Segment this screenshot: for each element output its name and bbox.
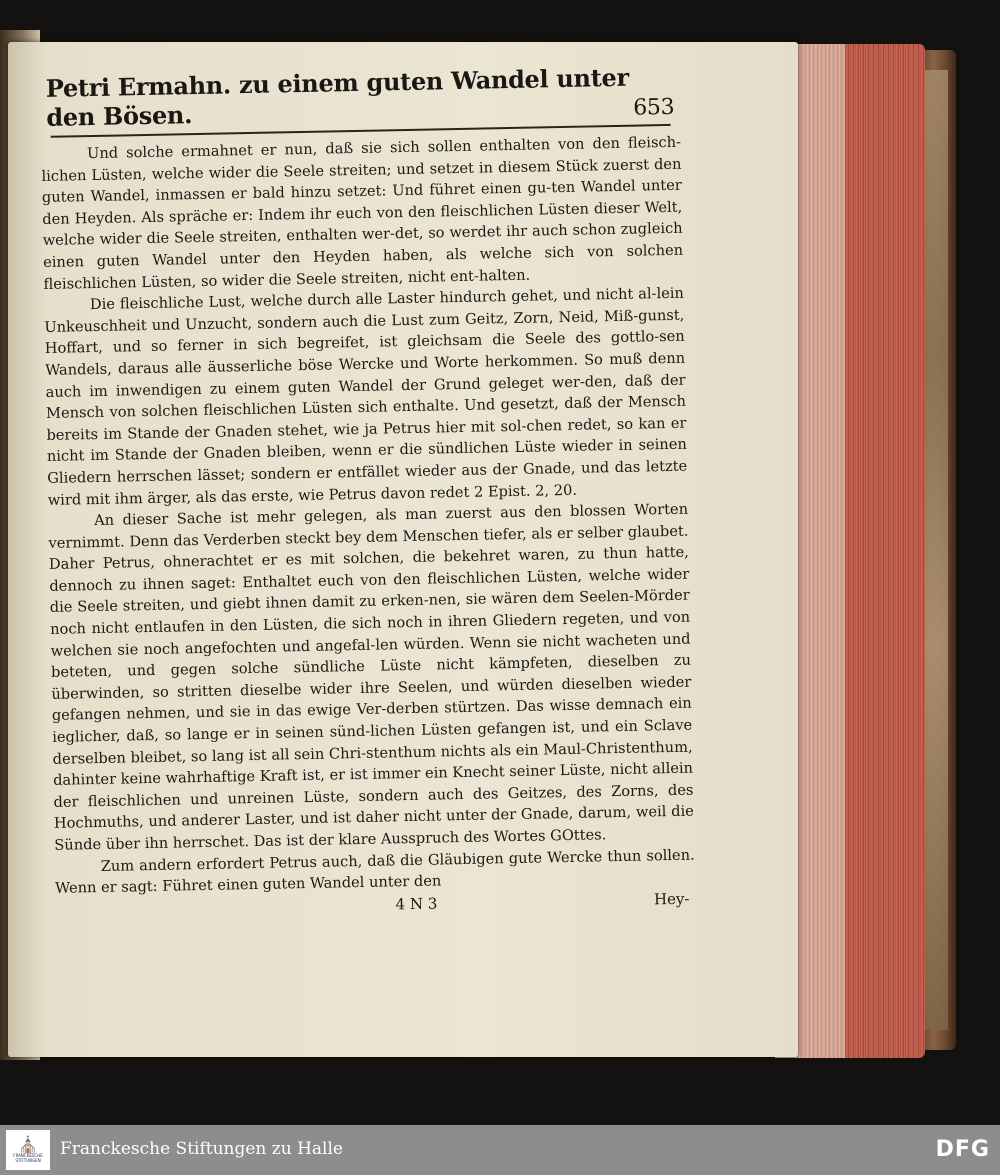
catchword: Hey- xyxy=(653,889,690,909)
logo-text: FRANCKESCHE STIFTUNGEN xyxy=(13,1153,43,1163)
dfg-logo[interactable]: DFG xyxy=(935,1137,990,1162)
paragraph-4: Zum andern erfordert Petrus auch, daß die Gläubigen gute Wercke thun sollen. Wenn er sagt: Führet einen guten Wandel unter den xyxy=(55,846,695,898)
franckesche-logo[interactable] xyxy=(6,1130,50,1170)
running-head-title: Petri Ermahn. zu einem guten Wandel unter den Bösen. xyxy=(45,62,630,132)
page-text-block xyxy=(40,62,696,920)
paragraph-1: Und solche ermahnet er nun, daß sie sich sollen enthalten von den fleisch-lichen Lüsten, welche wider die Seele streiten; und setzet in diesem Stück zuerst den guten Wandel, inmassen er bald hinzu setzet: Und führet einen gu-ten Wandel unter den Heyden. Als spräche er: Indem ihr euch von den fleischlichen Lüsten dieser Welt, welche wider die Seele streiten, enthalten wer-det, so werdet ihr auch schon zugleich einen guten Wandel unter den Heyden haben, als welche sich von solchen fleischlichen Lüsten, so wider die Seele streiten, nicht ent-halten. xyxy=(41,133,684,293)
institution-name[interactable]: Franckesche Stiftungen zu Halle xyxy=(60,1139,343,1159)
cover-board xyxy=(924,70,948,1030)
page-number: 653 xyxy=(632,94,675,121)
body-text xyxy=(41,132,695,900)
paragraph-3: An dieser Sache ist mehr gelegen, als man zuerst aus den blossen Worten vernimmt. Denn das Verderben steckt bey dem Menschen tiefer, als er selber glaubet. Daher Petrus, ohnerachtet er es mit solchen, die bekehret waren, zu thun hatte, dennoch zu ihnen saget: Enthaltet euch von den fleischlichen Lüsten, welche wider die Seele streiten, und giebt ihnen damit zu erken-nen, sie wären dem Seelen-Mörder noch nicht entlaufen in den Lüsten, die sich noch in ihren Gliedern regeten, und von welchen sie noch angefochten und angefal-len würden. Wenn sie nicht wacheten und beteten, und gegen solche sündliche Lüste nicht kämpfeten, dieselben zu überwinden, so stritten dieselbe wider ihre Seelen, und würden dieselben wieder gefangen nehmen, und sie in das ewige Ver-derben stürtzen. Das wisse demnach ein ieglicher, daß, so lange er in seinen sünd-lichen Lüsten gefangen ist, und ein Sclave derselben bleibet, so lang ist all sein Chri-stenthum nichts als ein Maul-Christenthum, dahinter keine wahrhaftige Kraft ist, er ist immer ein Knecht seiner Lüste, nicht allein der fleischlichen und unreinen Lüste, sondern auch des Geitzes, des Zorns, des Hochmuths, und anderer Laster, und ist daher nicht unter der Gnade, darum, weil die Sünde über ihn herrschet. Das ist der klare Ausspruch des Wortes GOttes. xyxy=(48,500,694,854)
paragraph-2: Die fleischliche Lust, welche durch alle Laster hindurch gehet, und nicht al-lein Unkeuschheit und Unzucht, sondern auch die Lust zum Geitz, Zorn, Neid, Miß-gunst, Hoffart, und so ferner in sich begreifet, ist gleichsam die Seele des gottlo-sen Wandels, daraus alle äusserliche böse Wercke und Worte herkommen. So muß denn auch im inwendigen zu einem guten Wandel der Grund geleget wer-den, daß der Mensch von solchen fleischlichen Lüsten sich enthalte. Und gesetzt, daß der Mensch bereits im Stande der Gnaden stehet, wie ja Petrus hier mit sol-chen redet, so kan er nicht im Stande der Gnaden bleiben, wenn er die sündlichen Lüste wieder in seinen Gliedern herrschen lässet; sondern er entfället wieder aus der Gnade, und das letzte wird mit ihm ärger, als das erste, wie Petrus davon redet 2 Epist. 2, 20. xyxy=(44,284,688,509)
attribution-bar xyxy=(0,1125,1000,1175)
building-icon: ⛪ xyxy=(18,1135,38,1154)
signature-mark: 4 N 3 xyxy=(395,894,438,914)
